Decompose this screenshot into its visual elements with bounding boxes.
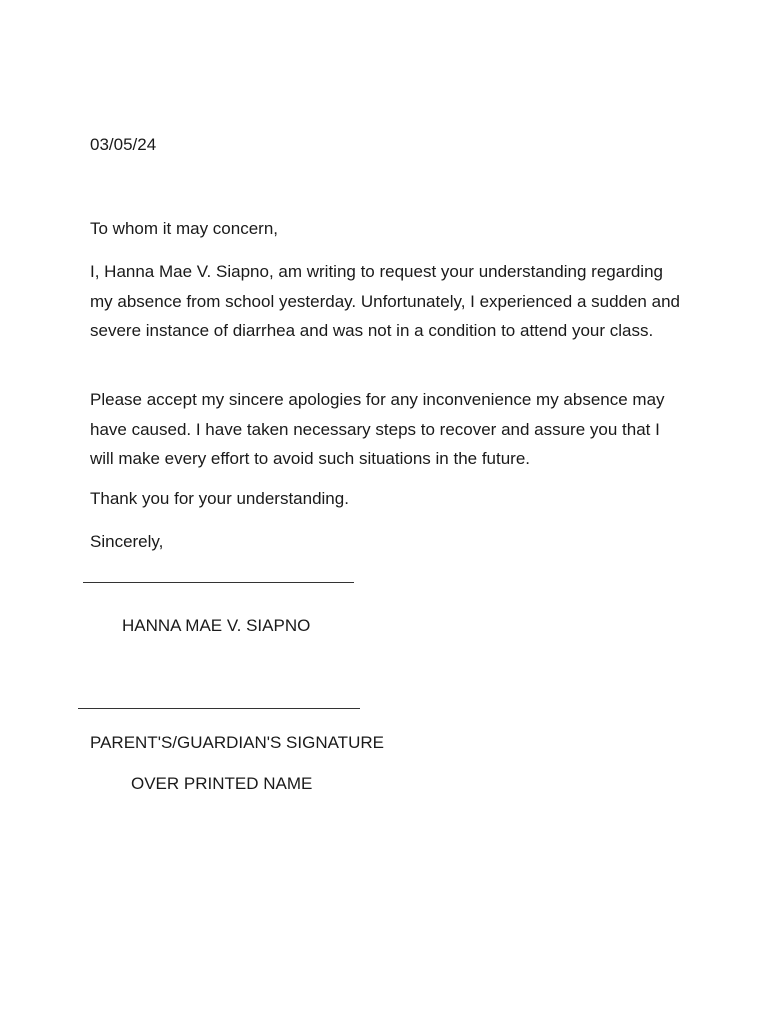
- letter-closing: Sincerely,: [90, 532, 164, 551]
- student-signature-line: [83, 582, 354, 583]
- letter-paragraph-1: I, Hanna Mae V. Siapno, am writing to request your understanding regarding my absence from school yesterday. Unfortunately, I experienced a sudden and severe instance of diarrhea and was not in a condition to attend your class.: [90, 262, 680, 340]
- letter-thanks: Thank you for your understanding.: [90, 489, 349, 508]
- letter-paragraph-2: Please accept my sincere apologies for any inconvenience my absence may have caused. I have taken necessary steps to recover and assure you that I will make every effort to avoid such situations in the future.: [90, 390, 665, 468]
- letter-salutation: To whom it may concern,: [90, 219, 279, 238]
- parent-signature-line: [78, 708, 360, 709]
- parent-signature-sublabel: OVER PRINTED NAME: [131, 774, 313, 793]
- letter-date: 03/05/24: [90, 135, 157, 154]
- parent-signature-label: PARENT'S/GUARDIAN'S SIGNATURE: [90, 733, 384, 752]
- student-printed-name: HANNA MAE V. SIAPNO: [122, 616, 311, 635]
